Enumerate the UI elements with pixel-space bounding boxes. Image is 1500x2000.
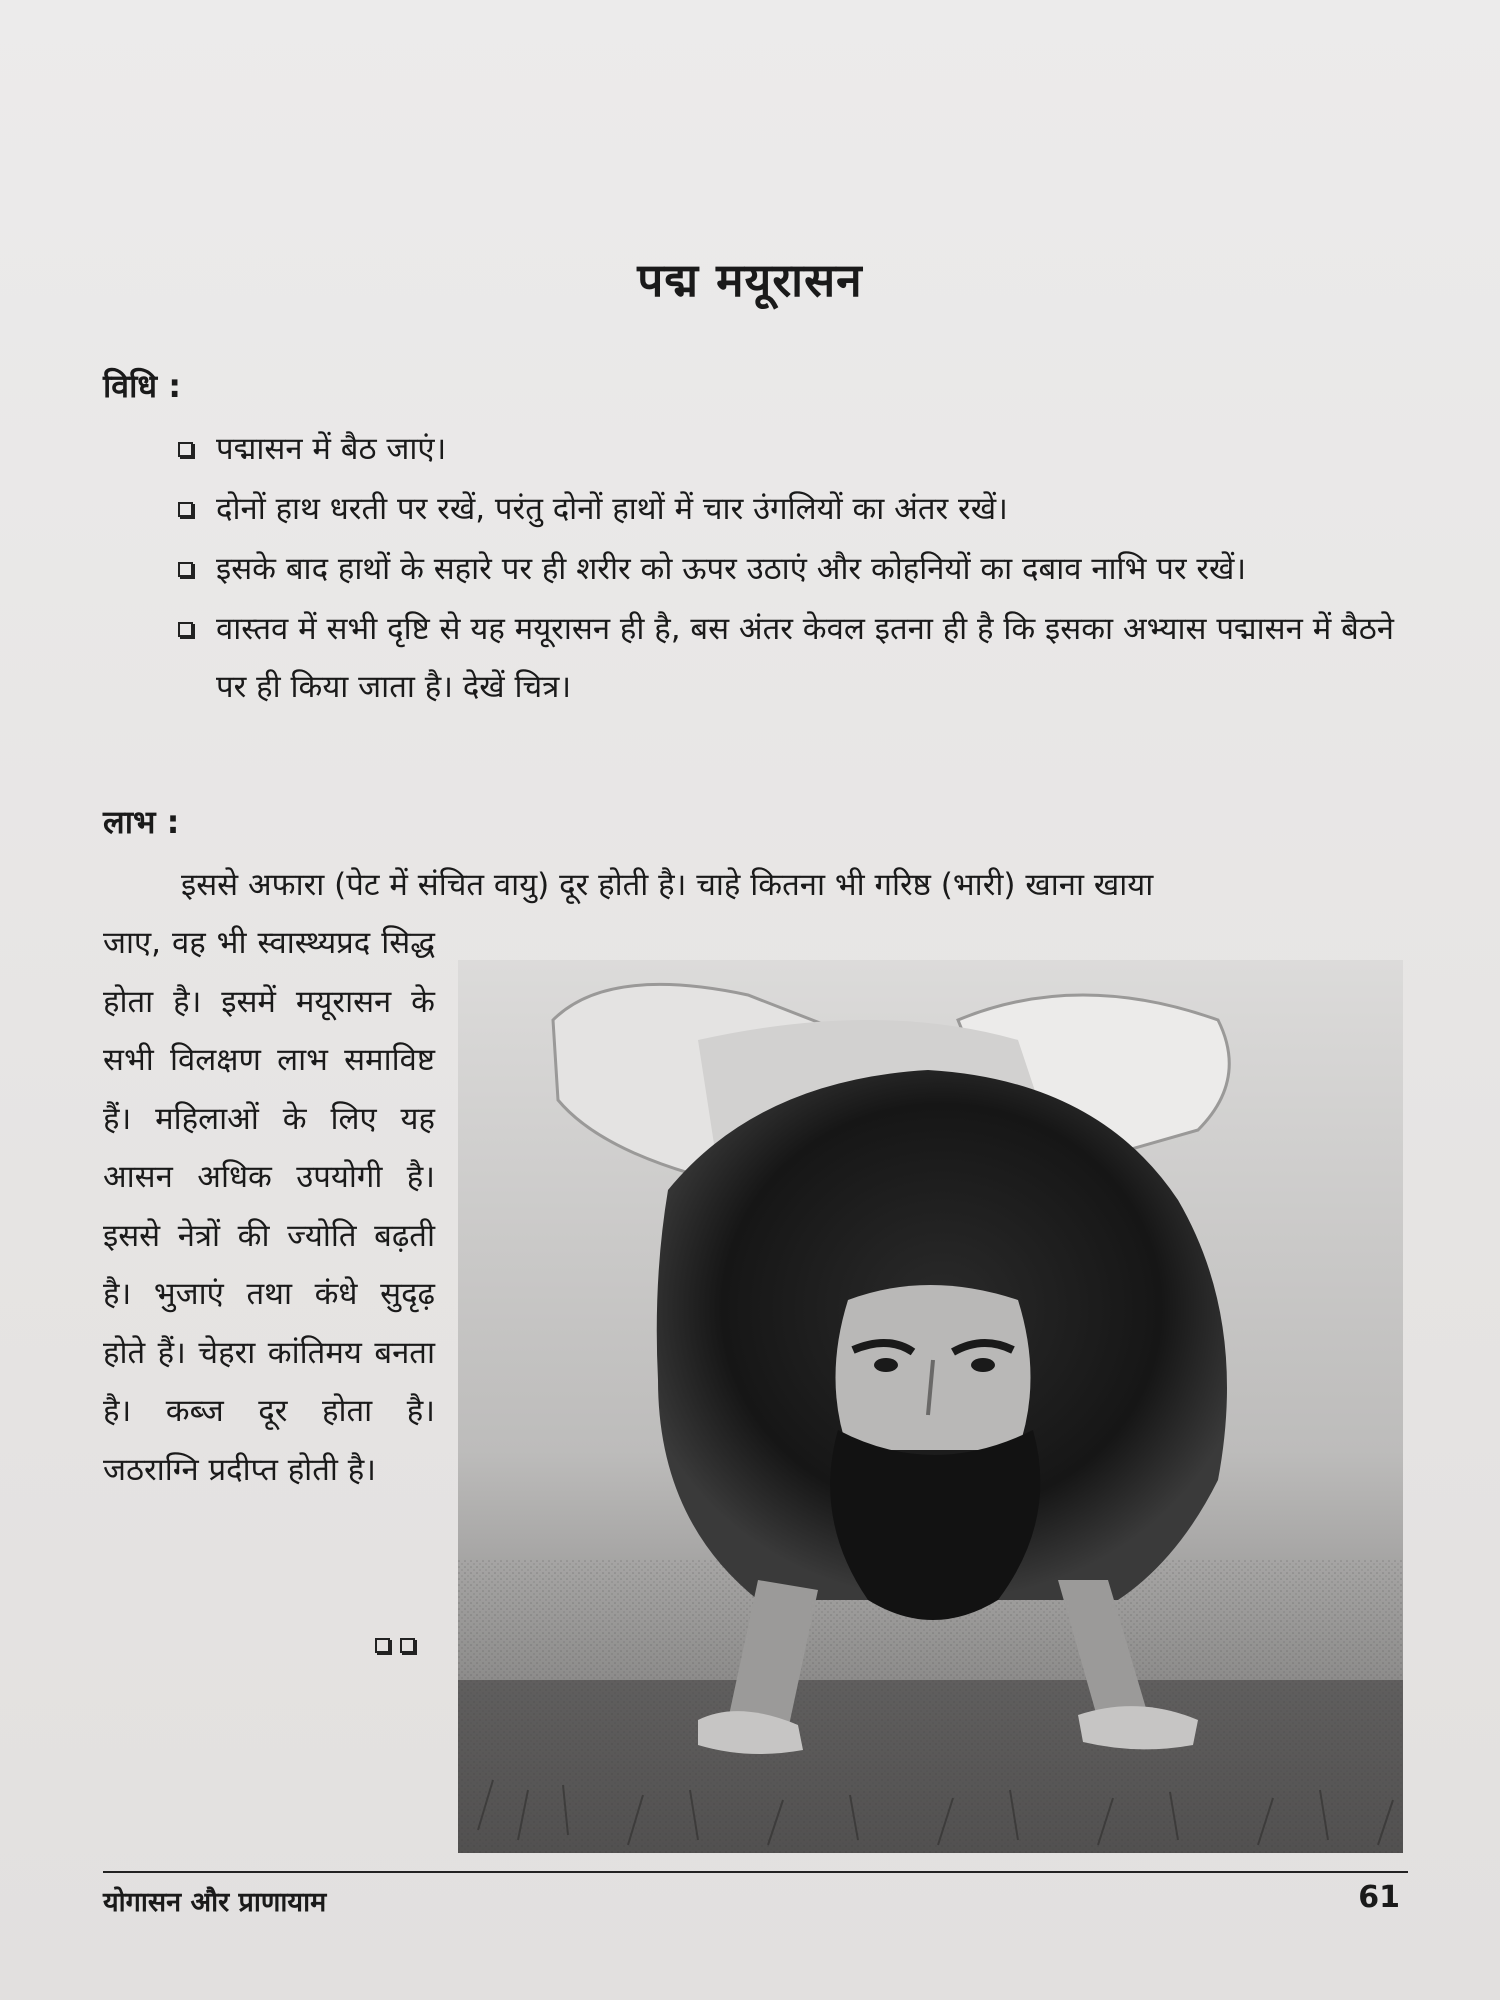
method-step-text: पद्मासन में बैठ जाएं। xyxy=(216,431,447,467)
footer-book-title: योगासन और प्राणायाम xyxy=(103,1887,327,1918)
checkbox-bullet-icon xyxy=(178,442,193,457)
page-title: पद्म मयूरासन xyxy=(637,253,863,307)
benefits-intro-paragraph: इससे अफारा (पेट में संचित वायु) दूर होती है। चाहे कितना भी गरिष्ठ (भारी) खाना खाया xyxy=(181,867,1154,903)
benefits-column-text: जाए, वह भी स्वास्थ्यप्रद सिद्ध होता है। इसमें मयूरासन के सभी विलक्षण लाभ समाविष्ट हैं। महिलाओं के लिए यह आसन अधिक उपयोगी है। इससे नेत्रों की ज्योति बढ़ती है। भुजाएं तथा कंधे सुदृढ़ होते हैं। चेहरा कांतिमय बनता है। कब्ज दूर होता है। जठराग्नि प्रदीप्त होती है। xyxy=(103,925,435,1488)
checkbox-bullet-icon xyxy=(178,562,193,577)
benefits-heading: लाभ : xyxy=(103,803,180,841)
end-square-icon xyxy=(375,1638,390,1653)
checkbox-bullet-icon xyxy=(178,502,193,517)
method-steps-list xyxy=(178,420,1408,718)
method-heading: विधि : xyxy=(103,367,181,405)
end-square-icon xyxy=(400,1638,415,1653)
checkbox-bullet-icon xyxy=(178,622,193,637)
method-step-text: दोनों हाथ धरती पर रखें, परंतु दोनों हाथों में चार उंगलियों का अंतर रखें। xyxy=(216,491,1008,527)
page-number: 61 xyxy=(1358,1880,1400,1915)
method-step xyxy=(178,540,1408,598)
padma-mayurasana-photo-illustration xyxy=(458,960,1403,1853)
footer-divider xyxy=(103,1871,1408,1873)
method-step xyxy=(178,600,1408,716)
method-step-text: इसके बाद हाथों के सहारे पर ही शरीर को ऊपर उठाएं और कोहनियों का दबाव नाभि पर रखें। xyxy=(216,551,1247,587)
method-step xyxy=(178,420,1408,478)
section-end-marks xyxy=(375,1638,435,1658)
method-step xyxy=(178,480,1408,538)
yoga-pose-photo xyxy=(458,960,1403,1853)
method-step-text: वास्तव में सभी दृष्टि से यह मयूरासन ही है, बस अंतर केवल इतना ही है कि इसका अभ्यास पद्मासन में बैठने पर ही किया जाता है। देखें चित्र। xyxy=(216,611,1395,705)
